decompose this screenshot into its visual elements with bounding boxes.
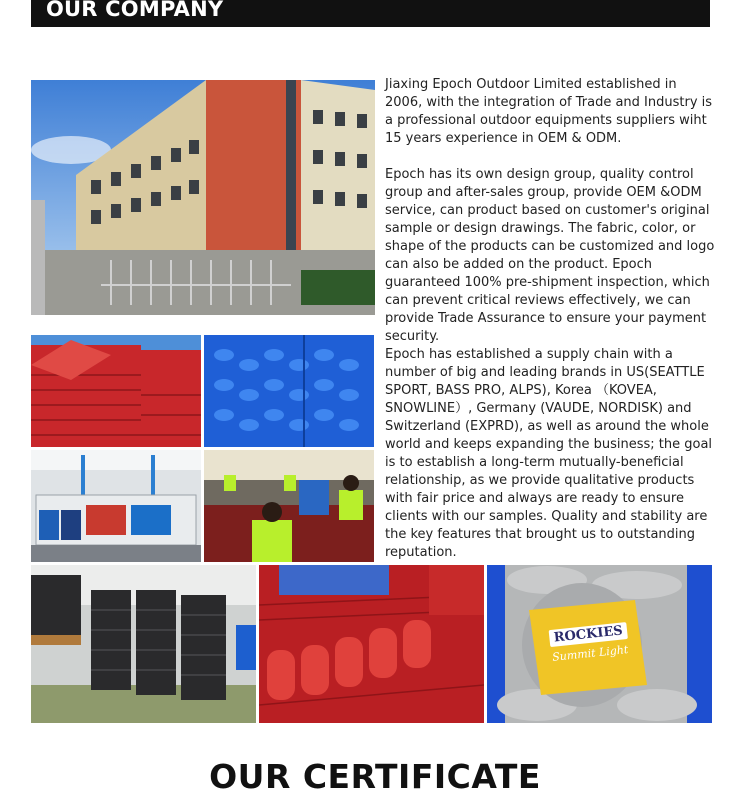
rockies-product-photo [487, 565, 712, 723]
production-machine-photo [31, 450, 201, 562]
intro-paragraph-1: Jiaxing Epoch Outdoor Limited established in 2006, with the integration of Trade and Industry is a professional outdoor equipments suppliers wiht 15 years experience in OEM & ODM. [385, 77, 713, 146]
section-title: OUR COMPANY [46, 0, 224, 21]
red-inflatable-pillows-photo [259, 565, 484, 723]
company-building-photo [31, 80, 375, 315]
intro-paragraph-3: Epoch has established a supply chain with a number of big and leading brands in US(SEATTLE SPORT, BASS PRO, ALPS), Korea （KOVEA, SNOWLINE）, Germany (VAUDE, NORDISK) and Switzerland (EXPRD), as well as around the whole world and keeps expanding the business; the goal is to establish a long-term mutually-beneficial relationship, as we provide qualitative products with fair price and always are ready to ensure clients with our samples. Quality and stability are the key features that brought us to outstanding reputation. [385, 347, 713, 560]
stacked-pads-warehouse-photo [31, 565, 256, 723]
intro-paragraph-2: Epoch has its own design group, quality control group and after-sales group, provide OEM &ODM service, can product based on customer's original sample or design drawings. The fabric, color, or shape of the products can be customized and logo can also be added on the product. Epoch guaranteed 100% pre-shipment inspection, which can prevent critical reviews effectively, we can provide Trade Assurance to ensure your payment security. [385, 167, 715, 344]
rockies-brand-text: ROCKIES [549, 622, 628, 647]
blue-inflatable-pads-photo [204, 335, 374, 447]
factory-workers-photo [204, 450, 374, 562]
section-header-bar [31, 0, 710, 27]
red-sleeping-pads-photo [31, 335, 201, 447]
certificate-title: OUR CERTIFICATE [209, 757, 541, 796]
rockies-line-text: Summit Light [551, 642, 629, 664]
